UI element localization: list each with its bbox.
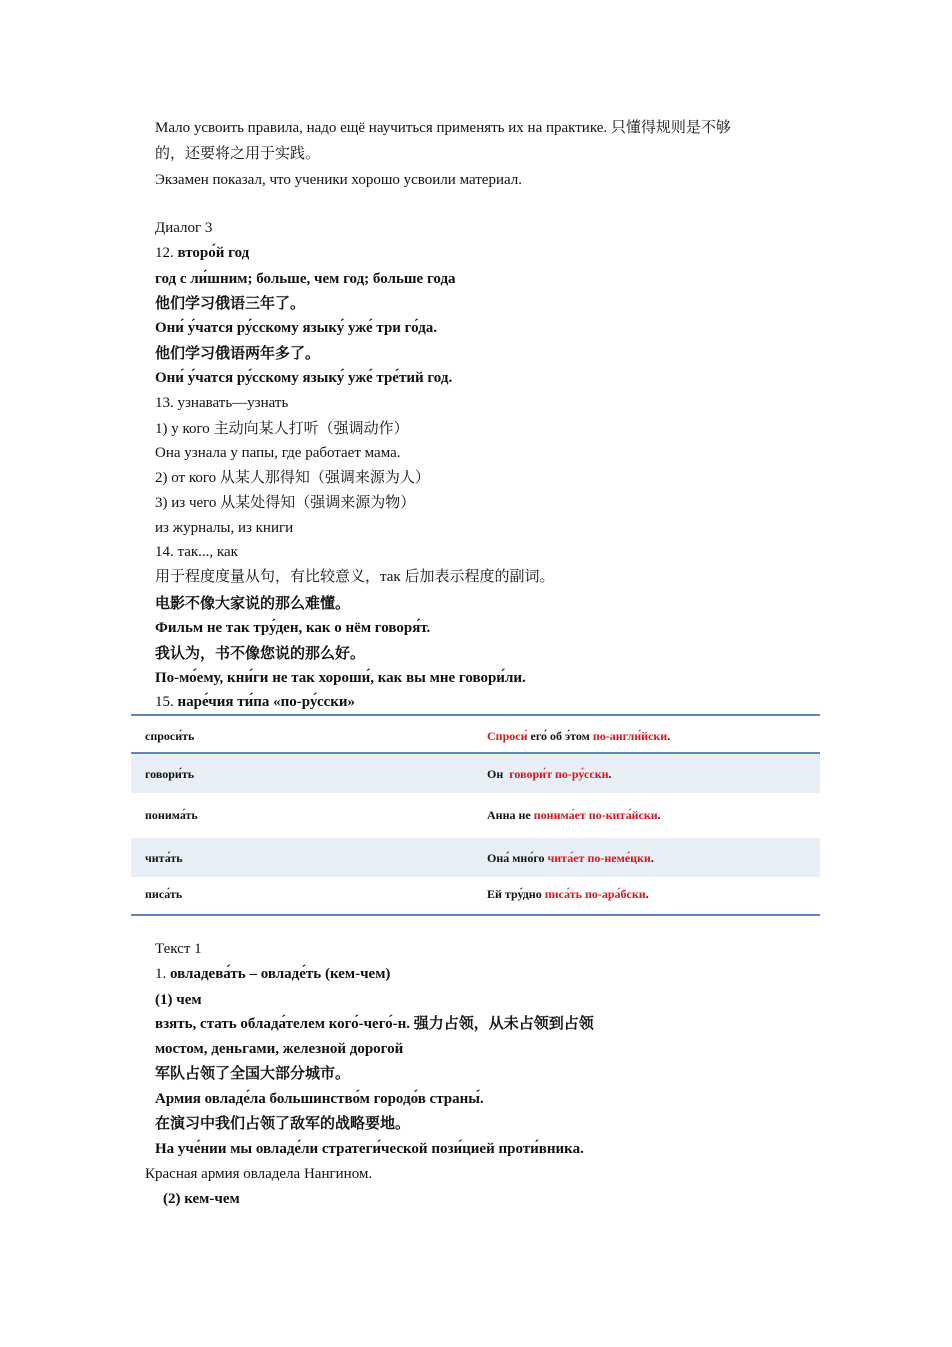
table-verb: спроси́ть [145,729,195,743]
table-verb: понима́ть [145,808,198,822]
item-13-example-1: Она узнала у папы, где работает мама. [155,445,401,461]
intro-line-2: 的，还要将之用于实践。 [155,144,321,162]
item-13-sense-1: 1) у кого 主动向某人打听（强调动作） [155,419,409,437]
example-cn-1: 他们学习俄语三年了。 [155,294,306,312]
table-example: Он говори́т по-ру́сски. [487,767,612,781]
text1-sense-2: (2) кем-чем [163,1191,240,1207]
table-row [131,793,820,838]
item-13-sense-3: 3) из чего 从某处得知（强调来源为物） [155,493,416,511]
text1-example-ru-2: На уче́нии мы овладе́ли стратеги́ческой пози́цией проти́вника. [155,1141,584,1157]
table-verb: чита́ть [145,851,183,865]
intro-line-3: Экзамен показал, что ученики хорошо усвоили материал. [155,172,523,188]
item-12-heading: 12. второ́й год [155,245,250,261]
item-12-definition: год с ли́шним; больше, чем год; больше года [155,271,456,287]
example-ru-1: Они́ у́чатся ру́сскому языку́ уже́ три го́да. [155,320,438,336]
item-13-example-3: из журналы, из книги [155,520,294,536]
intro-line-1: Мало усвоить правила, надо ещё научиться применять их на практике. 只懂得规则是不够 [155,120,731,136]
table-row [131,877,820,914]
table-example: Анна не понима́ет по-кита́йски. [487,808,661,822]
item-13-heading: 13. узнавать—узнать [155,395,289,411]
item-13-sense-2: 2) от кого 从某人那得知（强调来源为人） [155,468,430,486]
adverbs-table [131,714,820,916]
table-verb: писа́ть [145,887,183,901]
table-row [131,716,820,754]
example-cn-4: 我认为，书不像您说的那么好。 [155,644,366,662]
example-cn-2: 他们学习俄语两年多了。 [155,344,321,362]
text1-example-ru-1: Армия овладе́ла большинство́м городо́в страны́. [155,1091,484,1107]
text1-title: Текст 1 [155,941,202,957]
table-example: Ей тру́дно писа́ть по-ара́бски. [487,887,649,901]
table-row [131,754,820,793]
text1-example-3: Красная армия овладела Нангином. [145,1166,373,1182]
example-ru-3: Фильм не так тру́ден, как о нём говоря́т. [155,620,431,636]
example-ru-2: Они́ у́чатся ру́сскому языку́ уже́ тре́тий год. [155,370,453,386]
text1-example-cn-2: 在演习中我们占领了敌军的战略要地。 [155,1114,411,1132]
item-14-explanation: 用于程度度量从句，有比较意义，так 后加表示程度的副词。 [155,567,555,585]
text1-collocations: мостом, деньгами, железной дорогой [155,1041,404,1057]
text1-definition: взять, стать облада́телем кого́-чего́-н. 强力占领，从未占领到占领 [155,1014,594,1032]
text1-sense-1: (1) чем [155,992,202,1008]
dialog-title: Диалог 3 [155,220,213,236]
item-14-heading: 14. так..., как [155,544,238,560]
example-ru-4: По-мо́ему, кни́ги не так хороши́, как вы мне говори́ли. [155,670,526,686]
text1-item-1-heading: 1. овладева́ть – овладе́ть (кем-чем) [155,966,391,982]
table-example: Спроси́ его́ об э́том по-англи́йски. [487,729,671,743]
table-row [131,838,820,877]
table-verb: говори́ть [145,767,195,781]
table-example: Она́ мно́го чита́ет по-неме́цки. [487,851,654,865]
example-cn-3: 电影不像大家说的那么难懂。 [155,594,351,612]
text1-example-cn-1: 军队占领了全国大部分城市。 [155,1064,351,1082]
item-15-heading: 15. наре́чия ти́па «по-ру́сски» [155,694,356,710]
